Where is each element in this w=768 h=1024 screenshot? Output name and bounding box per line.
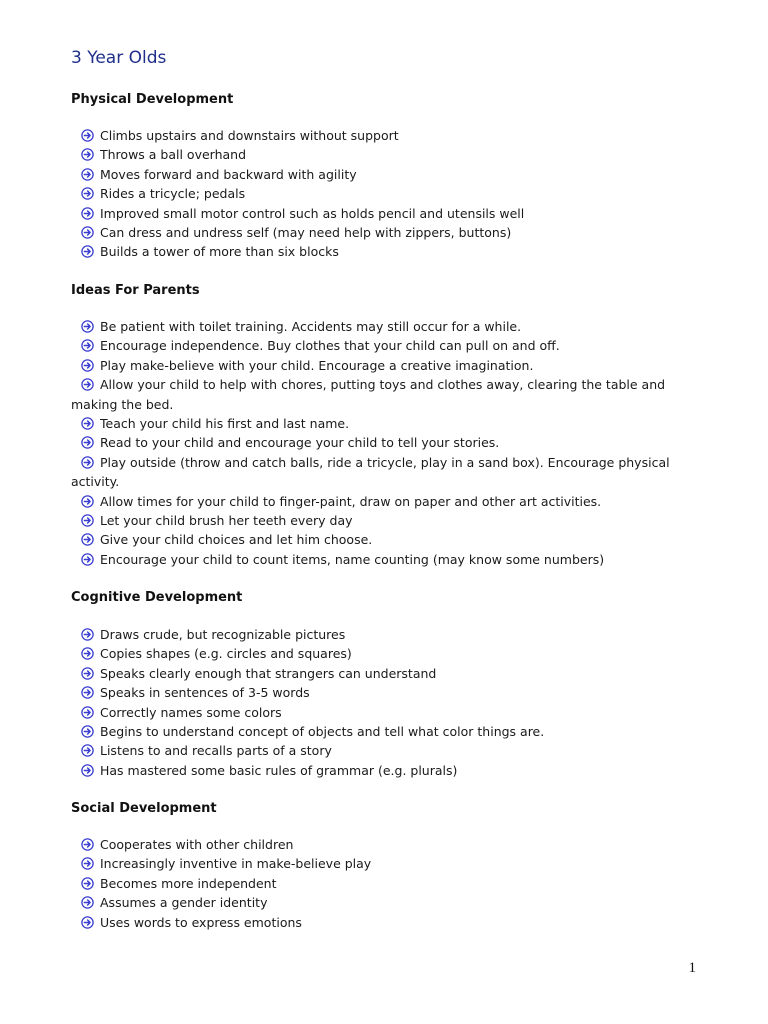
- section-heading-cognitive-development: Cognitive Development: [71, 590, 243, 605]
- list-item: Builds a tower of more than six blocks: [71, 242, 691, 261]
- arrow-circle-right-icon: [81, 168, 94, 181]
- arrow-circle-right-icon: [81, 320, 94, 333]
- arrow-circle-right-icon: [81, 514, 94, 527]
- list-item: Throws a ball overhand: [71, 145, 691, 164]
- arrow-circle-right-icon: [81, 706, 94, 719]
- arrow-circle-right-icon: [81, 187, 94, 200]
- list-item: Listens to and recalls parts of a story: [71, 741, 691, 760]
- section-heading-physical-development: Physical Development: [71, 92, 234, 107]
- arrow-circle-right-icon: [81, 226, 94, 239]
- arrow-circle-right-icon: [81, 647, 94, 660]
- list-item: Climbs upstairs and downstairs without support: [71, 126, 691, 145]
- section-heading-ideas-for-parents: Ideas For Parents: [71, 283, 200, 298]
- arrow-circle-right-icon: [81, 916, 94, 929]
- arrow-circle-right-icon: [81, 207, 94, 220]
- list-item: Uses words to express emotions: [71, 913, 691, 932]
- list-item: Speaks in sentences of 3-5 words: [71, 683, 691, 702]
- list-item: Encourage independence. Buy clothes that your child can pull on and off.: [71, 336, 691, 355]
- arrow-circle-right-icon: [81, 553, 94, 566]
- list-item: Can dress and undress self (may need help with zippers, buttons): [71, 223, 691, 242]
- arrow-circle-right-icon: [81, 148, 94, 161]
- list-item: Has mastered some basic rules of grammar (e.g. plurals): [71, 761, 691, 780]
- arrow-circle-right-icon: [81, 417, 94, 430]
- list-item: Let your child brush her teeth every day: [71, 511, 691, 530]
- arrow-circle-right-icon: [81, 877, 94, 890]
- list-item: Draws crude, but recognizable pictures: [71, 625, 691, 644]
- arrow-circle-right-icon: [81, 744, 94, 757]
- list-item: Cooperates with other children: [71, 835, 691, 854]
- physical-development-list: [71, 126, 691, 262]
- arrow-circle-right-icon: [81, 245, 94, 258]
- list-item: Play outside (throw and catch balls, ride a tricycle, play in a sand box). Encourage physical activity.: [71, 454, 670, 490]
- list-item: Correctly names some colors: [71, 703, 691, 722]
- arrow-circle-right-icon: [81, 436, 94, 449]
- arrow-circle-right-icon: [81, 129, 94, 142]
- arrow-circle-right-icon: [81, 725, 94, 738]
- list-item: Allow your child to help with chores, putting toys and clothes away, clearing the table and making the bed.: [71, 377, 666, 412]
- ideas-for-parents-list: [71, 317, 691, 569]
- page-number: 1: [688, 960, 696, 976]
- list-item: Be patient with toilet training. Accidents may still occur for a while.: [71, 317, 691, 336]
- arrow-circle-right-icon: [81, 857, 94, 870]
- social-development-list: [71, 835, 691, 932]
- arrow-circle-right-icon: [81, 378, 94, 391]
- arrow-circle-right-icon: [81, 838, 94, 851]
- list-item: Rides a tricycle; pedals: [71, 184, 691, 203]
- arrow-circle-right-icon: [81, 359, 94, 372]
- list-item: Becomes more independent: [71, 874, 691, 893]
- list-item: Improved small motor control such as holds pencil and utensils well: [71, 204, 691, 223]
- section-heading-social-development: Social Development: [71, 801, 217, 816]
- arrow-circle-right-icon: [81, 628, 94, 641]
- list-item: Speaks clearly enough that strangers can understand: [71, 664, 691, 683]
- arrow-circle-right-icon: [81, 456, 94, 469]
- arrow-circle-right-icon: [81, 533, 94, 546]
- list-item: Begins to understand concept of objects and tell what color things are.: [71, 722, 691, 741]
- arrow-circle-right-icon: [81, 764, 94, 777]
- cognitive-development-list: [71, 625, 691, 780]
- list-item: Teach your child his first and last name.: [71, 414, 691, 433]
- page-title: 3 Year Olds: [71, 48, 167, 68]
- list-item: Read to your child and encourage your child to tell your stories.: [71, 433, 691, 452]
- list-item: Play make-believe with your child. Encourage a creative imagination.: [71, 356, 691, 375]
- arrow-circle-right-icon: [81, 667, 94, 680]
- list-item: Give your child choices and let him choose.: [71, 530, 691, 549]
- arrow-circle-right-icon: [81, 495, 94, 508]
- list-item: Moves forward and backward with agility: [71, 165, 691, 184]
- arrow-circle-right-icon: [81, 339, 94, 352]
- arrow-circle-right-icon: [81, 686, 94, 699]
- list-item: Encourage your child to count items, name counting (may know some numbers): [71, 550, 691, 569]
- list-item: Copies shapes (e.g. circles and squares): [71, 644, 691, 663]
- list-item: Allow times for your child to finger-paint, draw on paper and other art activities.: [71, 492, 691, 511]
- list-item: Increasingly inventive in make-believe play: [71, 854, 691, 873]
- arrow-circle-right-icon: [81, 896, 94, 909]
- list-item: Assumes a gender identity: [71, 893, 691, 912]
